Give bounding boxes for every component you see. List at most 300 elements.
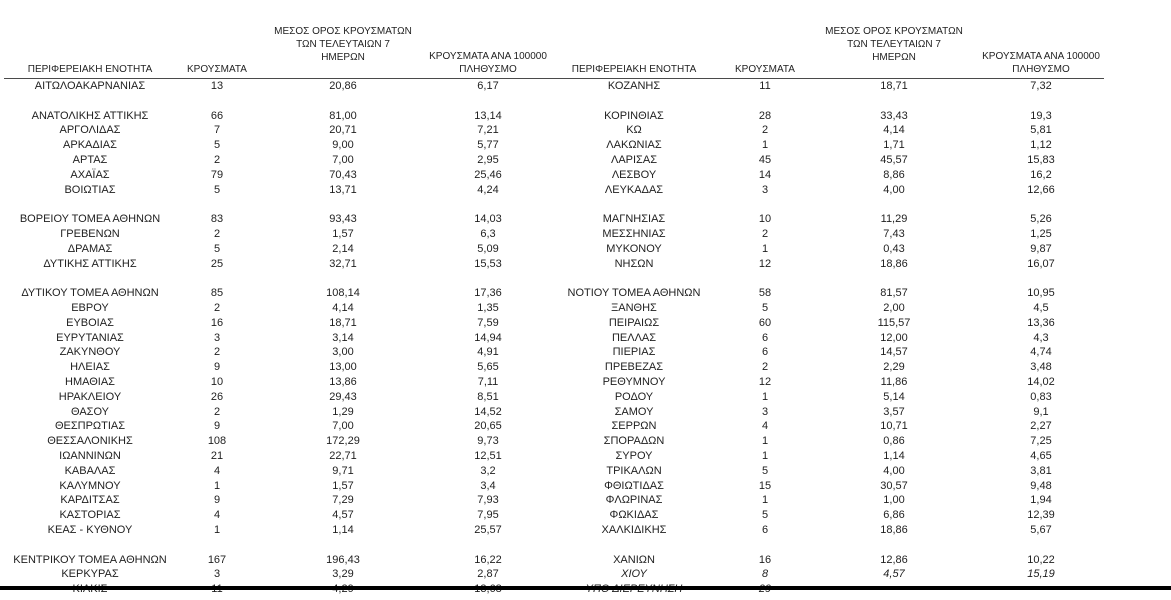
avg7-cell: 81,00: [329, 109, 357, 122]
per100k-cell: 4,91: [477, 346, 499, 359]
per100k-cell: 6,17: [477, 80, 499, 92]
avg7-cell: [258, 94, 428, 109]
region-cell: ΗΛΕΙΑΣ: [70, 361, 110, 374]
per100k-cell: 16,2: [1030, 168, 1052, 181]
avg7-cell: [810, 197, 978, 212]
table-row: [4, 567, 1104, 582]
avg7-cell: 4,14: [883, 124, 905, 137]
avg7-cell: [258, 538, 428, 553]
cases-cell: 2: [213, 153, 221, 166]
cases-cell: 3: [761, 405, 769, 418]
region-cell: ΝΟΤΙΟΥ ΤΟΜΕΑ ΑΘΗΝΩΝ: [567, 287, 701, 300]
region-cell: ΚΑΒΑΛΑΣ: [64, 464, 116, 477]
cases-cell: 5: [213, 139, 221, 152]
per100k-cell: 1,94: [1030, 494, 1052, 507]
avg7-cell: 18,86: [880, 523, 908, 536]
region-cell: ΚΑΛΥΜΝΟΥ: [59, 479, 121, 492]
avg7-cell: 12,86: [880, 553, 908, 566]
region-cell: ΚΩ: [626, 124, 642, 137]
region-cell: ΦΩΚΙΔΑΣ: [609, 509, 659, 522]
region-cell: ΖΑΚΥΝΘΟΥ: [59, 346, 121, 359]
region-cell: ΓΡΕΒΕΝΩΝ: [60, 227, 120, 240]
table-row: [4, 212, 1104, 227]
cases-cell: 4: [213, 464, 221, 477]
spacer-row: [4, 271, 1104, 286]
avg7-cell: [810, 94, 978, 109]
region-cell: [548, 271, 720, 286]
cases-cell: 12: [758, 257, 772, 270]
spacer-row: [4, 94, 1104, 109]
avg7-cell: [258, 197, 428, 212]
header-region-right: ΠΕΡΙΦΕΡΕΙΑΚΗ ΕΝΟΤΗΤΑ: [548, 6, 720, 79]
avg7-cell: 11,86: [880, 375, 908, 388]
region-cell: ΣΥΡΟΥ: [615, 449, 653, 462]
table-row: [4, 479, 1104, 494]
avg7-cell: 1,00: [883, 494, 905, 507]
per100k-cell: 25,57: [474, 523, 502, 536]
per100k-cell: 5,65: [477, 361, 499, 374]
avg7-cell: 0,43: [883, 242, 905, 255]
avg7-cell: 13,86: [329, 375, 357, 388]
cases-cell: 9: [213, 420, 221, 433]
avg7-cell: 20,86: [329, 80, 357, 92]
cases-cell: 66: [210, 109, 224, 122]
region-cell: [4, 197, 176, 212]
region-cell: ΑΡΚΑΔΙΑΣ: [63, 139, 117, 152]
per100k-cell: 14,52: [474, 405, 502, 418]
cases-cell: 9: [213, 494, 221, 507]
table-row: [4, 508, 1104, 523]
cases-cell: 5: [761, 464, 769, 477]
avg7-cell: 8,86: [883, 168, 905, 181]
per100k-cell: 4,65: [1030, 449, 1052, 462]
per100k-cell: 7,25: [1030, 435, 1052, 448]
per100k-cell: 7,93: [477, 494, 499, 507]
cases-cell: 14: [758, 168, 772, 181]
per100k-cell: 7,11: [477, 375, 499, 388]
cases-cell: 2: [761, 361, 769, 374]
header-region-left: ΠΕΡΙΦΕΡΕΙΑΚΗ ΕΝΟΤΗΤΑ: [4, 6, 176, 79]
avg7-cell: 4,57: [883, 568, 905, 581]
table-row: [4, 301, 1104, 316]
table-row: [4, 523, 1104, 538]
cases-cell: 45: [758, 153, 772, 166]
region-cell: ΗΡΑΚΛΕΙΟΥ: [58, 390, 122, 403]
cases-cell: 1: [761, 390, 769, 403]
region-cell: ΚΑΡΔΙΤΣΑΣ: [60, 494, 120, 507]
cases-cell: 13: [210, 80, 224, 92]
region-cell: ΜΕΣΣΗΝΙΑΣ: [602, 227, 666, 240]
region-cell: ΒΟΙΩΤΙΑΣ: [64, 183, 116, 196]
avg7-cell: 18,71: [329, 316, 357, 329]
per100k-cell: 14,94: [474, 331, 502, 344]
cases-cell: 1: [761, 494, 769, 507]
region-cell: ΛΕΣΒΟΥ: [611, 168, 657, 181]
region-cell: ΠΡΕΒΕΖΑΣ: [604, 361, 664, 374]
avg7-cell: [810, 271, 978, 286]
cases-cell: 25: [210, 257, 224, 270]
per100k-cell: 2,95: [477, 153, 499, 166]
per100k-cell: 3,4: [480, 479, 496, 492]
avg7-cell: 7,43: [883, 227, 905, 240]
per100k-cell: 1,12: [1030, 139, 1052, 152]
per100k-cell: 6,3: [480, 227, 496, 240]
region-cell: ΑΡΤΑΣ: [72, 153, 108, 166]
cases-cell: 5: [213, 183, 221, 196]
header-avg7-left: ΜΕΣΟΣ ΟΡΟΣ ΚΡΟΥΣΜΑΤΩΝ ΤΩΝ ΤΕΛΕΥΤΑΙΩΝ 7 ΗΜΕΡΩΝ: [258, 6, 428, 79]
cases-cell: 2: [213, 227, 221, 240]
cases-cell: [176, 94, 258, 109]
per100k-cell: 2,27: [1030, 420, 1052, 433]
per100k-cell: 4,24: [477, 183, 499, 196]
table-row: [4, 168, 1104, 183]
cases-cell: 26: [210, 390, 224, 403]
table-row: [4, 227, 1104, 242]
cases-cell: [176, 271, 258, 286]
region-cell: ΠΕΛΛΑΣ: [611, 331, 657, 344]
avg7-cell: 115,57: [877, 316, 911, 329]
avg7-cell: 29,43: [329, 390, 357, 403]
cases-cell: 1: [761, 139, 769, 152]
per100k-cell: 2,87: [477, 568, 499, 581]
region-cell: ΗΜΑΘΙΑΣ: [65, 375, 115, 388]
cases-cell: 16: [210, 316, 224, 329]
avg7-cell: 33,43: [880, 109, 908, 122]
avg7-cell: 93,43: [329, 213, 357, 226]
header-row: [4, 6, 1104, 79]
table-row: [4, 375, 1104, 390]
per100k-cell: 12,51: [474, 449, 502, 462]
region-cell: ΧΙΟΥ: [621, 568, 647, 581]
avg7-cell: 1,29: [332, 405, 354, 418]
header-avg7-right: ΜΕΣΟΣ ΟΡΟΣ ΚΡΟΥΣΜΑΤΩΝ ΤΩΝ ΤΕΛΕΥΤΑΙΩΝ 7 ΗΜΕΡΩΝ: [810, 6, 978, 79]
report-page: [4, 6, 1167, 597]
cases-cell: 4: [761, 420, 769, 433]
cases-cell: 3: [761, 183, 769, 196]
region-cell: ΕΥΡΥΤΑΝΙΑΣ: [56, 331, 124, 344]
region-cell: [4, 538, 176, 553]
per100k-cell: 13,36: [1027, 316, 1055, 329]
region-cell: ΘΕΣΣΑΛΟΝΙΚΗΣ: [47, 435, 133, 448]
cases-cell: [176, 538, 258, 553]
per100k-cell: 5,09: [477, 242, 499, 255]
avg7-cell: 81,57: [880, 287, 908, 300]
avg7-cell: 3,14: [332, 331, 354, 344]
region-cell: ΚΟΡΙΝΘΙΑΣ: [604, 109, 664, 122]
table-row: [4, 153, 1104, 168]
region-cell: ΡΟΔΟΥ: [614, 390, 654, 403]
cases-cell: 2: [213, 405, 221, 418]
cases-cell: [176, 197, 258, 212]
region-cell: ΙΩΑΝΝΙΝΩΝ: [59, 449, 121, 462]
avg7-cell: 6,86: [883, 509, 905, 522]
cases-cell: 10: [758, 213, 772, 226]
region-cell: ΛΕΥΚΑΔΑΣ: [604, 183, 664, 196]
table-row: [4, 138, 1104, 153]
region-cell: ΣΕΡΡΩΝ: [611, 420, 657, 433]
table-row: [4, 493, 1104, 508]
spacer-row: [4, 197, 1104, 212]
table-row: [4, 79, 1104, 94]
region-cell: [548, 538, 720, 553]
cases-cell: 15: [758, 479, 772, 492]
region-cell: ΦΘΙΩΤΙΔΑΣ: [604, 479, 664, 492]
cases-cell: 83: [210, 213, 224, 226]
region-cell: ΣΑΜΟΥ: [614, 405, 654, 418]
table-row: [4, 123, 1104, 138]
per100k-cell: 9,87: [1030, 242, 1052, 255]
per100k-cell: 15,83: [1027, 153, 1055, 166]
table-row: [4, 331, 1104, 346]
cases-cell: 167: [207, 553, 227, 566]
region-cell: ΑΙΤΩΛΟΑΚΑΡΝΑΝΙΑΣ: [34, 80, 146, 92]
per100k-cell: 9,48: [1030, 479, 1052, 492]
region-cell: [548, 197, 720, 212]
region-cell: [4, 94, 176, 109]
avg7-cell: 108,14: [326, 287, 360, 300]
table-row: [4, 286, 1104, 301]
per100k-cell: 10,22: [1027, 553, 1055, 566]
avg7-cell: 7,00: [332, 420, 354, 433]
table-row: [4, 434, 1104, 449]
avg7-cell: 7,00: [332, 153, 354, 166]
per100k-cell: [978, 94, 1104, 109]
per100k-cell: 12,66: [1027, 183, 1055, 196]
per100k-cell: 17,36: [474, 287, 502, 300]
per100k-cell: 7,59: [477, 316, 499, 329]
region-cell: ΕΥΒΟΙΑΣ: [66, 316, 114, 329]
per100k-cell: 16,22: [474, 553, 502, 566]
cases-cell: 85: [210, 287, 224, 300]
avg7-cell: 196,43: [326, 553, 360, 566]
avg7-cell: [810, 538, 978, 553]
table-row: [4, 242, 1104, 257]
avg7-cell: 18,71: [880, 80, 908, 92]
per100k-cell: 7,95: [477, 509, 499, 522]
avg7-cell: 7,29: [332, 494, 354, 507]
table-row: [4, 183, 1104, 198]
region-cell: ΧΑΛΚΙΔΙΚΗΣ: [601, 523, 667, 536]
avg7-cell: 4,00: [883, 464, 905, 477]
avg7-cell: 2,00: [883, 301, 905, 314]
per100k-cell: 14,02: [1027, 375, 1055, 388]
per100k-cell: 10,95: [1027, 287, 1055, 300]
cases-cell: 2: [213, 301, 221, 314]
avg7-cell: 32,71: [329, 257, 357, 270]
avg7-cell: 2,29: [883, 361, 905, 374]
avg7-cell: 1,57: [332, 479, 354, 492]
cases-cell: 1: [213, 523, 221, 536]
per100k-cell: 3,2: [480, 464, 496, 477]
table-row: [4, 419, 1104, 434]
cases-cell: 8: [761, 568, 769, 581]
cases-cell: [720, 271, 810, 286]
per100k-cell: 19,3: [1030, 109, 1052, 122]
table-row: [4, 345, 1104, 360]
table-row: [4, 257, 1104, 272]
cases-cell: 2: [761, 227, 769, 240]
cases-cell: 1: [213, 479, 221, 492]
avg7-cell: 45,57: [880, 153, 908, 166]
per100k-cell: 0,83: [1030, 390, 1052, 403]
region-cell: ΕΒΡΟΥ: [71, 301, 109, 314]
per100k-cell: 4,74: [1030, 346, 1052, 359]
region-cell: ΘΕΣΠΡΩΤΙΑΣ: [54, 420, 126, 433]
per100k-cell: 1,25: [1030, 227, 1052, 240]
cases-cell: 2: [761, 124, 769, 137]
table-row: [4, 109, 1104, 124]
table-body: [4, 79, 1104, 597]
cases-cell: 60: [758, 316, 772, 329]
avg7-cell: 30,57: [880, 479, 908, 492]
region-cell: ΤΡΙΚΑΛΩΝ: [606, 464, 662, 477]
cases-cell: 3: [213, 331, 221, 344]
region-cell: ΚΑΣΤΟΡΙΑΣ: [59, 509, 121, 522]
avg7-cell: 13,71: [329, 183, 357, 196]
avg7-cell: 5,14: [883, 390, 905, 403]
per100k-cell: 20,65: [474, 420, 502, 433]
header-cases-left: ΚΡΟΥΣΜΑΤΑ: [176, 6, 258, 79]
avg7-cell: 11,29: [880, 213, 908, 226]
region-cell: ΞΑΝΘΗΣ: [611, 301, 657, 314]
per100k-cell: 25,46: [474, 168, 502, 181]
avg7-cell: 14,57: [880, 346, 908, 359]
avg7-cell: 172,29: [326, 435, 360, 448]
per100k-cell: 9,73: [477, 435, 499, 448]
per100k-cell: 13,14: [474, 109, 502, 122]
region-cell: ΔΥΤΙΚΗΣ ΑΤΤΙΚΗΣ: [43, 257, 137, 270]
cases-cell: 4: [213, 509, 221, 522]
region-cell: ΔΡΑΜΑΣ: [67, 242, 113, 255]
avg7-cell: 20,71: [329, 124, 357, 137]
avg7-cell: 1,71: [883, 139, 905, 152]
region-cell: ΚΕΝΤΡΙΚΟΥ ΤΟΜΕΑ ΑΘΗΝΩΝ: [13, 553, 167, 566]
cases-cell: 21: [210, 449, 224, 462]
bottom-border-line: [0, 586, 1171, 590]
cases-cell: [720, 197, 810, 212]
region-cell: ΔΥΤΙΚΟΥ ΤΟΜΕΑ ΑΘΗΝΩΝ: [21, 287, 159, 300]
cases-cell: 58: [758, 287, 772, 300]
per100k-cell: 3,48: [1030, 361, 1052, 374]
per100k-cell: 4,5: [1033, 301, 1049, 314]
avg7-cell: 22,71: [329, 449, 357, 462]
per100k-cell: [978, 538, 1104, 553]
region-cell: ΚΕΡΚΥΡΑΣ: [61, 568, 119, 581]
avg7-cell: 10,71: [880, 420, 908, 433]
per100k-cell: [978, 271, 1104, 286]
per100k-cell: [428, 538, 548, 553]
avg7-cell: 4,14: [332, 301, 354, 314]
region-cell: ΜΥΚΟΝΟΥ: [606, 242, 662, 255]
cases-cell: 11: [759, 80, 771, 92]
region-cell: ΒΟΡΕΙΟΥ ΤΟΜΕΑ ΑΘΗΝΩΝ: [19, 213, 161, 226]
per100k-cell: 8,51: [477, 390, 499, 403]
region-cell: ΑΧΑΪΑΣ: [70, 168, 110, 181]
table-row: [4, 360, 1104, 375]
cases-cell: 2: [213, 346, 221, 359]
cases-cell: 7: [213, 124, 221, 137]
header-per100k-right: ΚΡΟΥΣΜΑΤΑ ΑΝΑ 100000 ΠΛΗΘΥΣΜΟ: [978, 6, 1104, 79]
avg7-cell: 70,43: [329, 168, 357, 181]
avg7-cell: 9,71: [332, 464, 354, 477]
region-cell: ΚΕΑΣ - ΚΥΘΝΟΥ: [47, 523, 133, 536]
region-cell: ΑΝΑΤΟΛΙΚΗΣ ΑΤΤΙΚΗΣ: [31, 109, 149, 122]
cases-cell: 3: [213, 568, 221, 581]
region-cell: ΚΟΖΑΝΗΣ: [607, 80, 661, 92]
cases-cell: 6: [761, 331, 769, 344]
cases-cell: [720, 538, 810, 553]
per100k-cell: [428, 197, 548, 212]
cases-cell: 108: [207, 435, 227, 448]
avg7-cell: 4,00: [883, 183, 905, 196]
per100k-cell: 12,39: [1027, 509, 1055, 522]
region-cell: [4, 271, 176, 286]
region-cell: ΛΑΡΙΣΑΣ: [610, 153, 657, 166]
avg7-cell: 1,57: [332, 227, 354, 240]
cases-cell: 6: [761, 346, 769, 359]
cases-cell: 5: [761, 509, 769, 522]
header-per100k-left: ΚΡΟΥΣΜΑΤΑ ΑΝΑ 100000 ΠΛΗΘΥΣΜΟ: [428, 6, 548, 79]
avg7-cell: 3,00: [332, 346, 354, 359]
avg7-cell: 9,00: [332, 139, 354, 152]
regional-cases-table: [4, 6, 1104, 597]
cases-cell: 10: [210, 375, 224, 388]
table-row: [4, 405, 1104, 420]
avg7-cell: 1,14: [332, 523, 354, 536]
per100k-cell: 7,32: [1030, 80, 1052, 92]
region-cell: ΧΑΝΙΩΝ: [613, 553, 655, 566]
cases-cell: [720, 94, 810, 109]
region-cell: ΠΕΙΡΑΙΩΣ: [608, 316, 660, 329]
avg7-cell: 1,14: [883, 449, 905, 462]
per100k-cell: 5,81: [1030, 124, 1052, 137]
cases-cell: 9: [213, 361, 221, 374]
per100k-cell: 5,77: [477, 139, 499, 152]
cases-cell: 5: [213, 242, 221, 255]
avg7-cell: 18,86: [880, 257, 908, 270]
region-cell: ΑΡΓΟΛΙΔΑΣ: [59, 124, 121, 137]
per100k-cell: 16,07: [1027, 257, 1055, 270]
region-cell: [548, 94, 720, 109]
table-row: [4, 464, 1104, 479]
cases-cell: 28: [758, 109, 772, 122]
region-cell: ΘΑΣΟΥ: [70, 405, 110, 418]
avg7-cell: [258, 271, 428, 286]
avg7-cell: 3,57: [883, 405, 905, 418]
per100k-cell: 5,26: [1030, 213, 1052, 226]
per100k-cell: [428, 271, 548, 286]
per100k-cell: 4,3: [1033, 331, 1049, 344]
region-cell: ΡΕΘΥΜΝΟΥ: [602, 375, 666, 388]
cases-cell: 79: [210, 168, 224, 181]
per100k-cell: [428, 94, 548, 109]
cases-cell: 1: [761, 242, 769, 255]
avg7-cell: 2,14: [332, 242, 354, 255]
region-cell: ΦΛΩΡΙΝΑΣ: [605, 494, 663, 507]
per100k-cell: 1,35: [477, 301, 499, 314]
region-cell: ΣΠΟΡΑΔΩΝ: [603, 435, 665, 448]
per100k-cell: [978, 197, 1104, 212]
cases-cell: 1: [761, 435, 769, 448]
per100k-cell: 3,81: [1030, 464, 1052, 477]
table-row: [4, 390, 1104, 405]
table-row: [4, 316, 1104, 331]
per100k-cell: 15,19: [1027, 568, 1055, 581]
avg7-cell: 0,86: [883, 435, 905, 448]
per100k-cell: 9,1: [1033, 405, 1049, 418]
avg7-cell: 12,00: [880, 331, 908, 344]
header-cases-right: ΚΡΟΥΣΜΑΤΑ: [720, 6, 810, 79]
